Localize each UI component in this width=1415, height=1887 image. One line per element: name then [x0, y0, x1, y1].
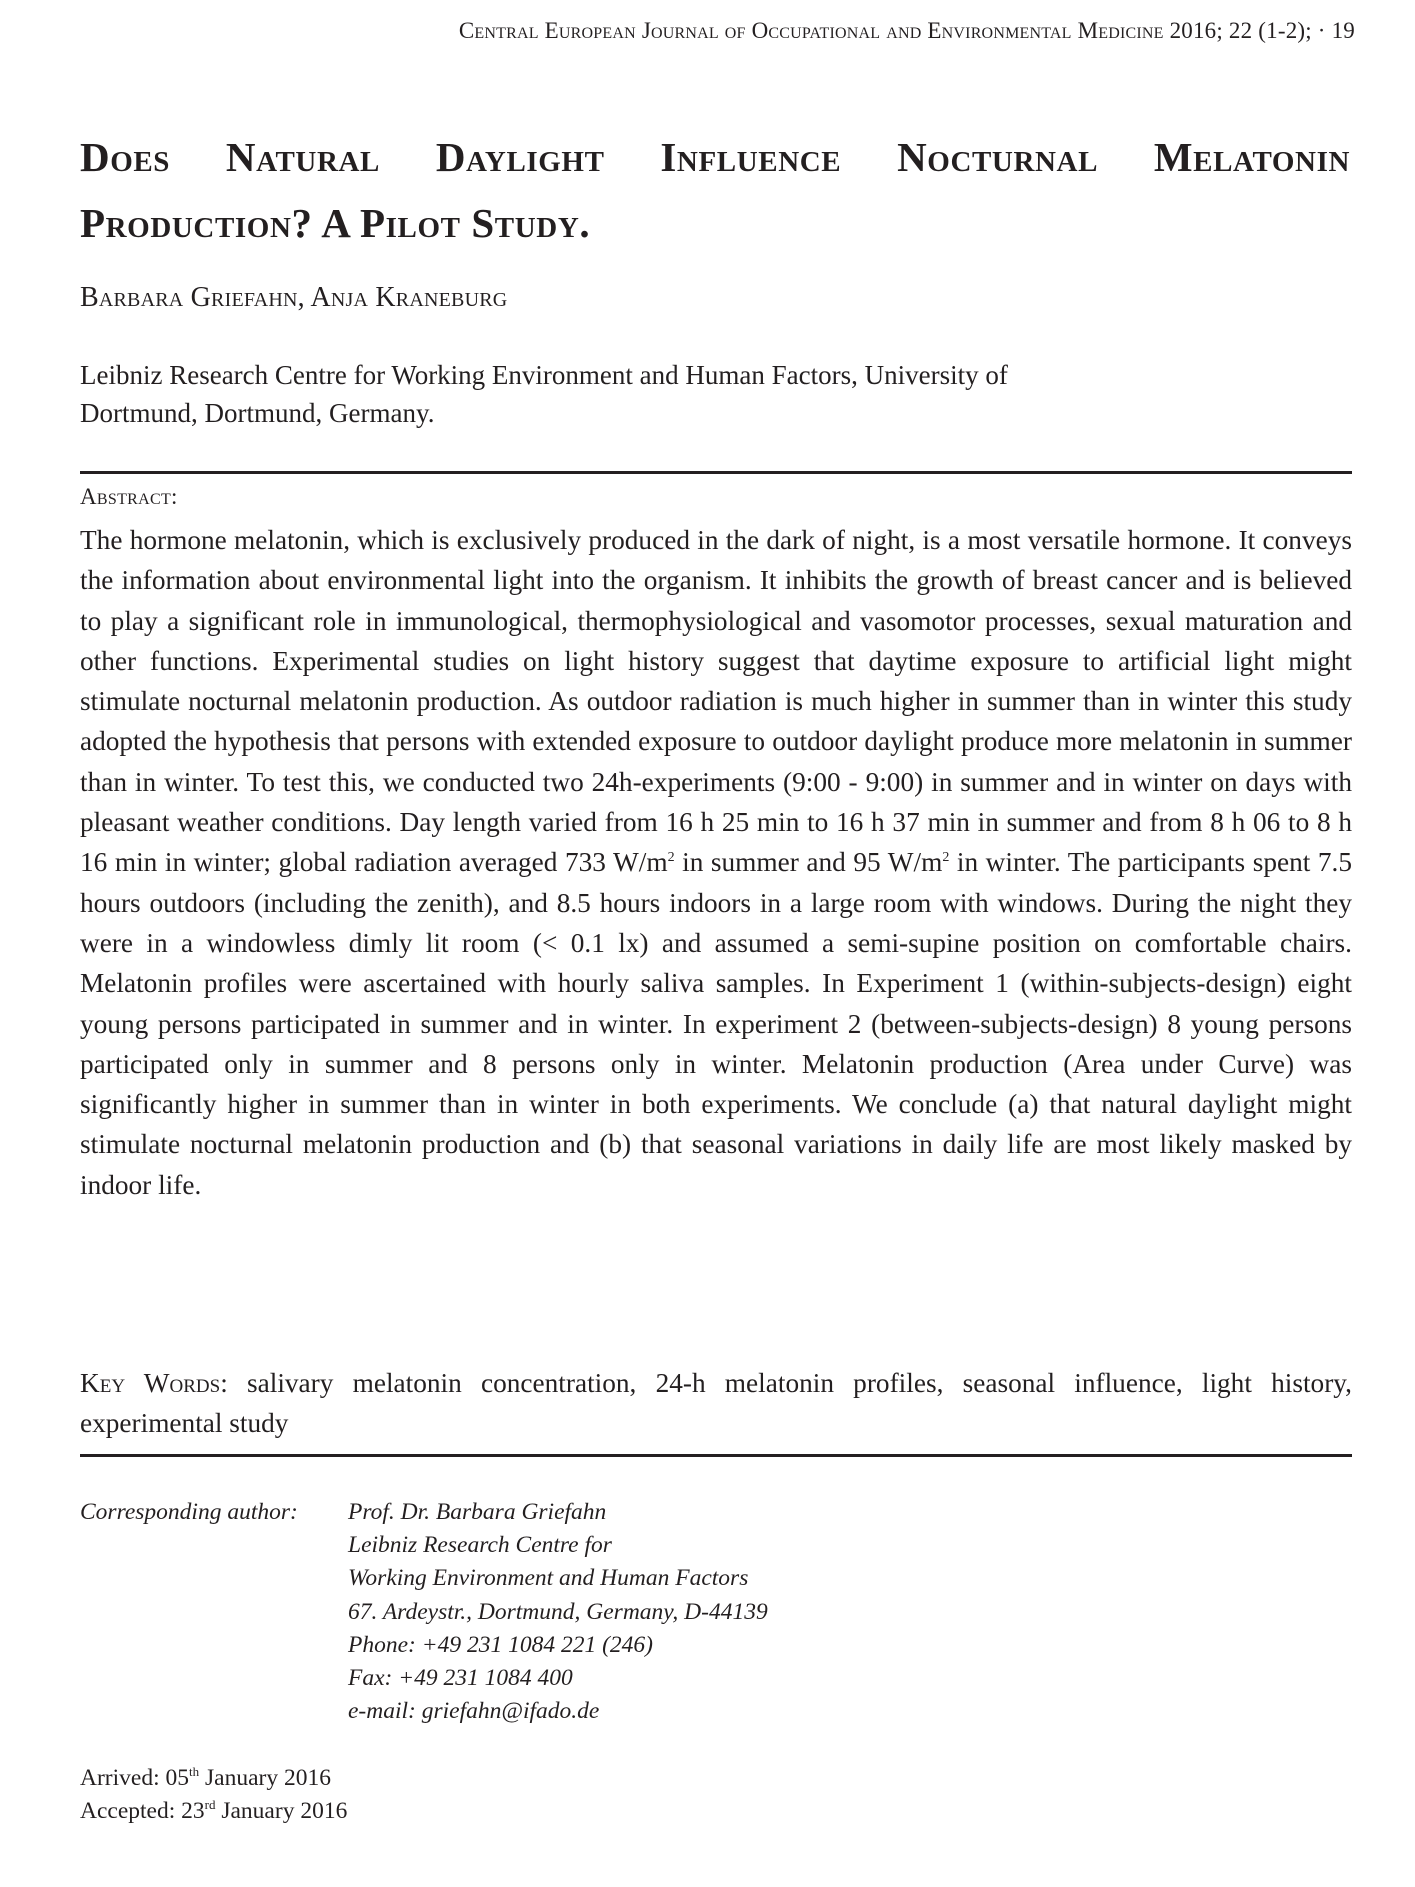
keywords-label: Key Words: — [80, 1368, 228, 1398]
affiliation-line-2: Dortmund, Dortmund, Germany. — [80, 398, 435, 428]
section-divider-top — [80, 471, 1352, 474]
corresponding-author-label: Corresponding author: — [80, 1499, 298, 1525]
author-list: Barbara Griefahn, Anja Kraneburg — [80, 282, 508, 313]
phone: Phone: +49 231 1084 221 (246) — [348, 1631, 653, 1658]
abstract-heading: Abstract: — [80, 484, 178, 509]
superscript: th — [189, 1764, 200, 1779]
section-divider-bottom — [80, 1454, 1352, 1457]
arrived-month-year: January 2016 — [199, 1765, 331, 1791]
abstract-text-part: in summer and 95 W/m — [674, 847, 943, 878]
abstract-text — [80, 520, 1352, 1205]
accepted-date — [80, 1795, 347, 1828]
article-title — [80, 124, 1350, 256]
arrived-date — [80, 1762, 347, 1795]
title-line-2: Production? A Pilot Study. — [80, 200, 591, 246]
superscript: 2 — [667, 850, 675, 866]
address: 67. Ardeystr., Dortmund, Germany, D-44139 — [348, 1598, 768, 1625]
email: e-mail: griefahn@ifado.de — [348, 1698, 600, 1725]
superscript: 2 — [942, 850, 950, 866]
accepted-month-year: January 2016 — [215, 1798, 348, 1824]
accepted-label: Accepted: 23 — [80, 1798, 205, 1824]
abstract-text-part: in winter. The participants spent 7.5 hours outdoors (including the zenith), and 8.5 hours indoors in a large room with windows. During the night they were in a windowless dimly lit room (< 0.1 lx) and assumed a semi-supine position on comfortable chairs. Melatonin profiles were ascertained with hourly saliva samples. In Experiment 1 (within-subjects-design) eight young persons participated in summer and in winter. In experiment 2 (between-subjects-design) 8 young persons participated only in summer and 8 persons only in winter. Melatonin production (Area under Curve) was significantly higher in summer than in winter in both experiments. We conclude (a) that natural daylight might stimulate nocturnal melatonin production and (b) that seasonal variations in daily life are most likely masked by indoor life. — [80, 847, 1352, 1200]
author-name: Prof. Dr. Barbara Griefahn — [348, 1499, 607, 1525]
superscript: rd — [204, 1797, 216, 1812]
abstract-text-part: The hormone melatonin, which is exclusively produced in the dark of night, is a most versatile hormone. It conveys the information about environmental light into the organism. It inhibits the growth of breast cancer and is believed to play a significant role in immunological, thermophysiological and vasomotor processes, sexual maturation and other functions. Experimental studies on light history suggest that daytime exposure to artificial light might stimulate nocturnal melatonin production. As outdoor radiation is much higher in summer than in winter this study adopted the hypothesis that persons with extended exposure to outdoor daylight produce more melatonin in summer than in winter. To test this, we conducted two 24h-experiments (9:00 - 9:00) in summer and in winter on days with pleasant weather conditions. Day length varied from 16 h 25 min to 16 h 37 min in summer and from 8 h 06 to 8 h 16 min in winter; global radiation averaged 733 W/m — [80, 525, 1352, 878]
affiliation — [80, 356, 1280, 432]
submission-dates — [80, 1762, 347, 1828]
institution-line-1: Leibniz Research Centre for — [348, 1532, 612, 1559]
corresponding-author-details — [348, 1496, 768, 1728]
title-line-1: Does Natural Daylight Influence Nocturnal Melatonin — [80, 134, 1350, 180]
fax: Fax: +49 231 1084 400 — [348, 1664, 573, 1691]
institution-line-2: Working Environment and Human Factors — [348, 1565, 749, 1592]
affiliation-line-1: Leibniz Research Centre for Working Environment and Human Factors, University of — [80, 360, 1008, 390]
running-head: Central European Journal of Occupational and Environmental Medicine 2016; 22 (1-2); · 19 — [458, 18, 1355, 43]
arrived-label: Arrived: 05 — [80, 1765, 189, 1791]
keywords-text: salivary melatonin concentration, 24-h melatonin profiles, seasonal influence, light history, experimental study — [80, 1368, 1352, 1438]
keywords — [80, 1363, 1352, 1443]
